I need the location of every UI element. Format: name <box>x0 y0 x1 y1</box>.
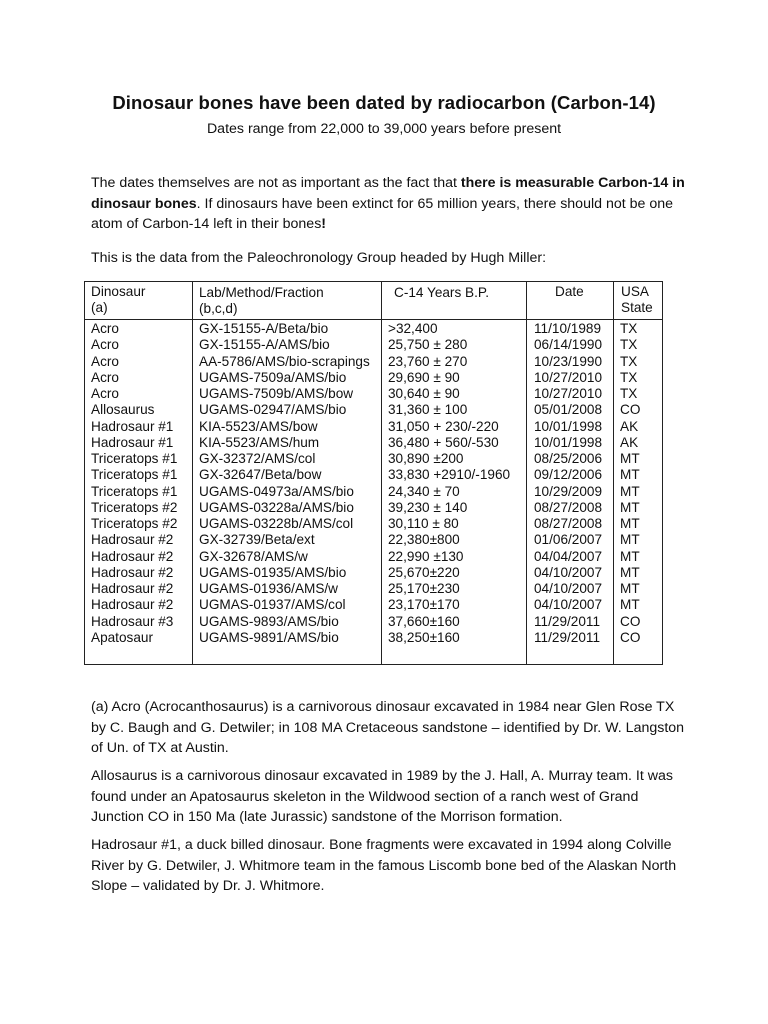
cell-lab-method: UGAMS-7509a/AMS/bio <box>199 369 347 385</box>
cell-lab-method: KIA-5523/AMS/hum <box>199 434 320 450</box>
cell-date: 10/01/1998 <box>534 418 603 434</box>
cell-lab-method: GX-15155-A/Beta/bio <box>199 321 329 336</box>
cell-lab-method: UGAMS-7509b/AMS/bow <box>199 386 354 401</box>
table-row <box>85 467 664 483</box>
cell-lab-method: GX-32647/Beta/bow <box>199 467 322 483</box>
cell-usa-state: MT <box>620 451 640 466</box>
note-acro: (a) Acro (Acrocanthosaurus) is a carnivorous dinosaur excavated in 1984 near Glen Rose TX by C. Baugh and G. Detwiler; in 108 MA Cretaceous sandstone – identified by Dr. W. Langston of Un. of TX at Austin. <box>91 699 685 756</box>
cell-date: 08/27/2008 <box>534 516 603 531</box>
cell-c14-years: 30,640 ± 90 <box>388 386 460 401</box>
cell-c14-years: 33,830 +2910/-1960 <box>388 467 511 483</box>
cell-usa-state: MT <box>620 597 640 613</box>
table-row <box>85 549 664 565</box>
cell-usa-state: MT <box>620 516 640 531</box>
cell-c14-years: 30,890 ±200 <box>388 451 464 466</box>
cell-usa-state: MT <box>620 532 640 548</box>
cell-dinosaur: Hadrosaur #2 <box>91 532 174 548</box>
radiocarbon-table <box>84 281 663 665</box>
cell-dinosaur: Acro <box>91 386 119 401</box>
table-row <box>85 484 664 500</box>
cell-usa-state: MT <box>620 581 640 596</box>
cell-usa-state: MT <box>620 548 640 564</box>
cell-c14-years: 31,050 + 230/-220 <box>388 418 499 434</box>
table-row <box>85 597 664 613</box>
page-subtitle: Dates range from 22,000 to 39,000 years before present <box>206 121 562 137</box>
cell-c14-years: 37,660±160 <box>388 613 460 629</box>
cell-date: 04/10/2007 <box>534 564 603 580</box>
cell-c14-years: >32,400 <box>388 321 438 336</box>
cell-date: 11/10/1989 <box>534 321 602 336</box>
cell-dinosaur: Apatosaur <box>91 629 153 645</box>
cell-usa-state: CO <box>620 629 641 645</box>
cell-dinosaur: Triceratops #2 <box>91 516 178 531</box>
intro-bold-text: there is measurable Carbon-14 in dinosaur bones <box>91 175 685 212</box>
cell-usa-state: CO <box>620 613 641 629</box>
table-row <box>85 630 664 646</box>
cell-date: 01/06/2007 <box>534 532 603 548</box>
cell-lab-method: GX-15155-A/AMS/bio <box>199 337 330 353</box>
cell-date: 05/01/2008 <box>534 402 603 418</box>
cell-usa-state: AK <box>620 418 639 434</box>
cell-lab-method: UGAMS-9893/AMS/bio <box>199 613 339 629</box>
cell-c14-years: 23,760 ± 270 <box>388 353 468 369</box>
table-row <box>85 402 664 418</box>
cell-lab-method: AA-5786/AMS/bio-scrapings <box>199 353 370 369</box>
intro-exclamation: ! <box>321 216 327 232</box>
table-row <box>85 451 664 467</box>
table-body <box>85 321 664 646</box>
cell-lab-method: UGMAS-01937/AMS/col <box>199 597 346 613</box>
cell-c14-years: 36,480 + 560/-530 <box>388 434 499 450</box>
cell-date: 10/27/2010 <box>534 386 603 401</box>
cell-lab-method: UGAMS-03228a/AMS/bio <box>199 499 354 515</box>
cell-dinosaur: Acro <box>91 353 119 369</box>
cell-dinosaur: Acro <box>91 369 119 385</box>
cell-dinosaur: Triceratops #1 <box>91 467 178 483</box>
cell-dinosaur: Hadrosaur #1 <box>91 434 174 450</box>
cell-usa-state: AK <box>620 434 639 450</box>
cell-dinosaur: Hadrosaur #1 <box>91 418 174 434</box>
cell-usa-state: MT <box>620 564 640 580</box>
cell-date: 06/14/1990 <box>534 337 603 353</box>
cell-usa-state: TX <box>620 337 638 353</box>
page-title: Dinosaur bones have been dated by radiocarbon (Carbon-14) <box>112 92 656 113</box>
source-line: This is the data from the Paleochronology Group headed by Hugh Miller: <box>91 250 547 266</box>
table-row <box>85 321 664 337</box>
cell-c14-years: 30,110 ± 80 <box>388 516 459 531</box>
cell-date: 08/25/2006 <box>534 451 603 466</box>
cell-c14-years: 39,230 ± 140 <box>388 499 468 515</box>
cell-lab-method: UGAMS-04973a/AMS/bio <box>199 483 354 499</box>
cell-usa-state: TX <box>620 386 638 401</box>
cell-dinosaur: Hadrosaur #2 <box>91 597 174 613</box>
cell-lab-method: GX-32739/Beta/ext <box>199 532 315 548</box>
cell-c14-years: 24,340 ± 70 <box>388 483 460 499</box>
cell-c14-years: 22,380±800 <box>388 532 460 548</box>
cell-c14-years: 25,670±220 <box>388 564 460 580</box>
header-divider <box>85 319 662 320</box>
table-row <box>85 565 664 581</box>
cell-dinosaur: Triceratops #1 <box>91 483 178 499</box>
cell-date: 11/29/2011 <box>534 629 601 645</box>
cell-lab-method: UGAMS-01936/AMS/w <box>199 581 339 596</box>
cell-dinosaur: Acro <box>91 321 119 336</box>
cell-c14-years: 31,360 ± 100 <box>388 402 468 418</box>
table-row <box>85 386 664 402</box>
cell-date: 09/12/2006 <box>534 467 603 483</box>
note-hadrosaur-1: Hadrosaur #1, a duck billed dinosaur. Bone fragments were excavated in 1994 along Colville River by G. Detwiler, J. Whitmore team in the famous Liscomb bone bed of the Alaskan North Slope – validated by Dr. J. Whitmore. <box>91 837 677 894</box>
intro-paragraph <box>91 173 691 235</box>
header-c14-years: C-14 Years B.P. <box>394 285 489 300</box>
cell-usa-state: MT <box>620 483 640 499</box>
cell-usa-state: TX <box>620 353 638 369</box>
cell-date: 04/10/2007 <box>534 597 603 613</box>
cell-lab-method: GX-32678/AMS/w <box>199 548 308 564</box>
table-row <box>85 354 664 370</box>
table-row <box>85 500 664 516</box>
cell-c14-years: 25,750 ± 280 <box>388 337 468 353</box>
cell-c14-years: 38,250±160 <box>388 629 460 645</box>
table-row <box>85 419 664 435</box>
cell-c14-years: 23,170±170 <box>388 597 460 613</box>
cell-date: 11/29/2011 <box>534 613 601 629</box>
cell-date: 10/23/1990 <box>534 353 603 369</box>
cell-date: 10/01/1998 <box>534 434 603 450</box>
cell-lab-method: GX-32372/AMS/col <box>199 451 316 466</box>
table-row <box>85 435 664 451</box>
cell-dinosaur: Triceratops #2 <box>91 499 178 515</box>
cell-date: 10/27/2010 <box>534 369 603 385</box>
cell-lab-method: UGAMS-9891/AMS/bio <box>199 629 339 645</box>
header-date: Date <box>555 284 584 299</box>
cell-usa-state: TX <box>620 321 638 336</box>
intro-text-2: . If dinosaurs have been extinct for 65 million years, there should not be one atom of Carbon-14 left in their bones <box>91 195 673 232</box>
cell-dinosaur: Hadrosaur #2 <box>91 581 174 596</box>
cell-dinosaur: Triceratops #1 <box>91 451 178 466</box>
cell-lab-method: UGAMS-02947/AMS/bio <box>199 402 347 418</box>
cell-dinosaur: Hadrosaur #2 <box>91 564 174 580</box>
table-row <box>85 516 664 532</box>
cell-date: 10/29/2009 <box>534 483 603 499</box>
cell-usa-state: MT <box>620 499 640 515</box>
cell-date: 08/27/2008 <box>534 499 603 515</box>
header-dinosaur: Dinosaur (a) <box>91 284 146 315</box>
note-allosaurus: Allosaurus is a carnivorous dinosaur excavated in 1989 by the J. Hall, A. Murray team. It was found under an Apatosaurus skeleton in the Wildwood section of a ranch west of Grand Junction CO in 150 Ma (late Jurassic) sandstone of the Morrison formation. <box>91 768 673 825</box>
table-row <box>85 337 664 353</box>
cell-date: 04/10/2007 <box>534 581 603 596</box>
cell-lab-method: KIA-5523/AMS/bow <box>199 418 318 434</box>
header-usa-state: USA State <box>621 284 653 315</box>
cell-date: 04/04/2007 <box>534 548 603 564</box>
cell-dinosaur: Allosaurus <box>91 402 155 418</box>
cell-lab-method: UGAMS-01935/AMS/bio <box>199 564 347 580</box>
cell-usa-state: MT <box>620 467 640 483</box>
cell-dinosaur: Hadrosaur #2 <box>91 548 174 564</box>
table-row <box>85 370 664 386</box>
cell-dinosaur: Acro <box>91 337 119 353</box>
table-row <box>85 581 664 597</box>
cell-c14-years: 25,170±230 <box>388 581 460 596</box>
intro-text-1: The dates themselves are not as important as the fact that <box>91 175 461 191</box>
cell-c14-years: 22,990 ±130 <box>388 548 464 564</box>
cell-c14-years: 29,690 ± 90 <box>388 369 460 385</box>
table-row <box>85 614 664 630</box>
cell-usa-state: TX <box>620 369 638 385</box>
table-row <box>85 532 664 548</box>
cell-lab-method: UGAMS-03228b/AMS/col <box>199 516 354 531</box>
header-lab-method: Lab/Method/Fraction (b,c,d) <box>199 285 324 316</box>
cell-dinosaur: Hadrosaur #3 <box>91 613 174 629</box>
cell-usa-state: CO <box>620 402 641 418</box>
